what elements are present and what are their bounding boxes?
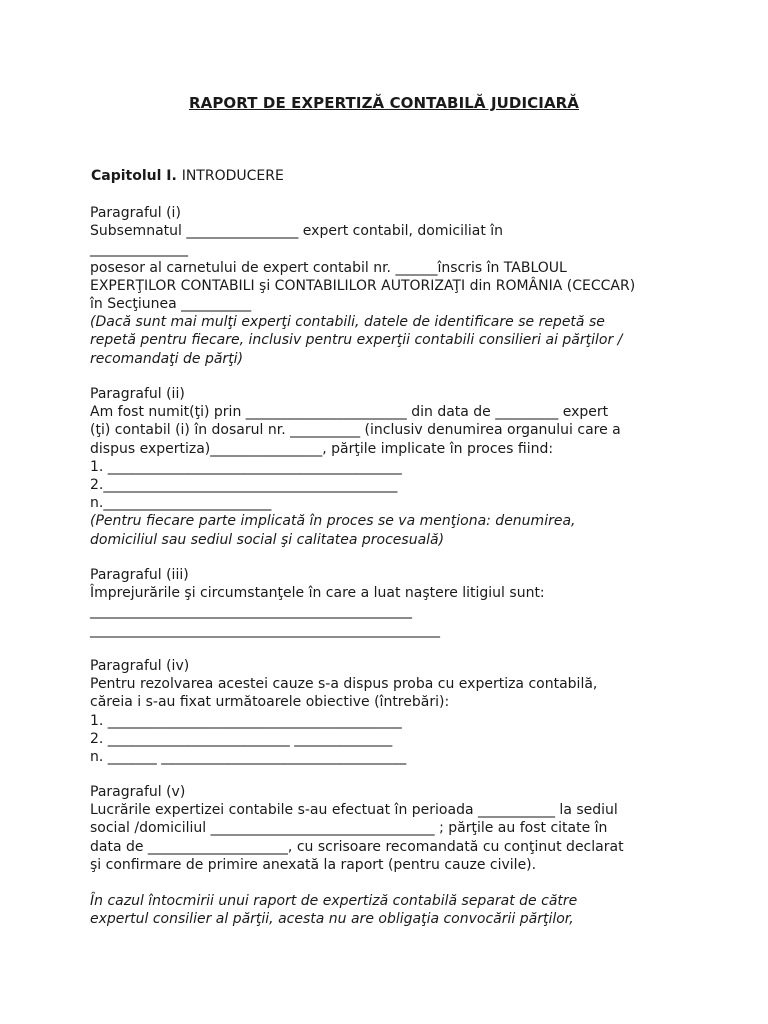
- paragraph-line: Subsemnatul ________________ expert contabil, domiciliat în: [90, 223, 504, 240]
- paragraph-line: 2.__________________________________________: [90, 476, 398, 493]
- paragraph-note: recomandaţi de părţi): [90, 350, 244, 367]
- paragraph-line: 1. __________________________________________: [90, 712, 402, 729]
- paragraph-line: 1. __________________________________________: [90, 458, 402, 475]
- paragraph-heading: Paragraful (iii): [90, 567, 189, 583]
- paragraph-heading: Paragraful (i): [90, 205, 181, 221]
- paragraph-line: ______________________________________________: [90, 603, 412, 620]
- chapter-heading: [91, 168, 284, 184]
- paragraph-note: expertul consilier al părţii, acesta nu are obligaţia convocării părţilor,: [90, 911, 574, 928]
- paragraph-line: 2. __________________________ ______________: [90, 730, 393, 747]
- paragraph-line: n. _______ ___________________________________: [90, 748, 407, 765]
- paragraph-line: ______________: [90, 241, 188, 258]
- paragraph-line: Am fost numit(ţi) prin _______________________ din data de _________ expert: [90, 404, 609, 421]
- paragraph-iii: [90, 566, 690, 639]
- paragraph-i: [90, 204, 690, 368]
- paragraph-line: dispus expertiza)________________, părţile implicate în proces fiind:: [90, 440, 554, 457]
- closing-note: [90, 892, 690, 928]
- paragraph-iv: [90, 657, 690, 766]
- paragraph-note: În cazul întocmirii unui raport de expertiză contabilă separat de către: [90, 893, 578, 909]
- paragraph-line: data de ____________________, cu scrisoare recomandată cu conţinut declarat: [90, 838, 624, 855]
- chapter-label: Capitolul I.: [91, 168, 177, 184]
- paragraph-heading: Paragraful (iv): [90, 658, 190, 674]
- paragraph-line: social /domiciliul ________________________________ ; părţile au fost citate în: [90, 820, 608, 837]
- paragraph-note: (Pentru fiecare parte implicată în proces se va menţiona: denumirea,: [90, 513, 576, 530]
- paragraph-line: EXPERŢILOR CONTABILI şi CONTABILILOR AUTORIZAŢI din ROMÂNIA (CECCAR): [90, 277, 636, 294]
- paragraph-line: Lucrările expertizei contabile s-au efectuat în perioada ___________ la sediul: [90, 802, 618, 819]
- paragraph-heading: Paragraful (v): [90, 784, 186, 800]
- paragraph-note: domiciliul sau sediul social şi calitatea procesuală): [90, 531, 445, 548]
- paragraph-line: (ţi) contabil (i) în dosarul nr. __________ (inclusiv denumirea organului care a: [90, 422, 621, 439]
- paragraph-v: [90, 783, 690, 874]
- paragraph-note: (Dacă sunt mai mulţi experţi contabili, datele de identificare se repetă se: [90, 314, 605, 331]
- paragraph-line: n.________________________: [90, 495, 272, 512]
- document-title: RAPORT DE EXPERTIZĂ CONTABILĂ JUDICIARĂ: [188, 94, 580, 112]
- paragraph-ii: [90, 385, 690, 549]
- paragraph-heading: Paragraful (ii): [90, 386, 185, 402]
- chapter-name: INTRODUCERE: [181, 168, 284, 184]
- paragraph-line: Pentru rezolvarea acestei cauze s-a dispus proba cu expertiza contabilă,: [90, 676, 598, 693]
- paragraph-line: Împrejurările şi circumstanţele în care a luat naştere litigiul sunt:: [90, 585, 545, 602]
- paragraph-note: repetă pentru fiecare, inclusiv pentru experţii contabili consilieri ai părţilor /: [90, 332, 623, 349]
- paragraph-line: în Secţiunea __________: [90, 295, 252, 312]
- paragraph-line: căreia i s-au fixat următoarele obiective (întrebări):: [90, 694, 450, 711]
- paragraph-line: __________________________________________________: [90, 621, 440, 638]
- paragraph-line: posesor al carnetului de expert contabil nr. ______înscris în TABLOUL: [90, 259, 567, 276]
- paragraph-line: şi confirmare de primire anexată la raport (pentru cauze civile).: [90, 856, 537, 873]
